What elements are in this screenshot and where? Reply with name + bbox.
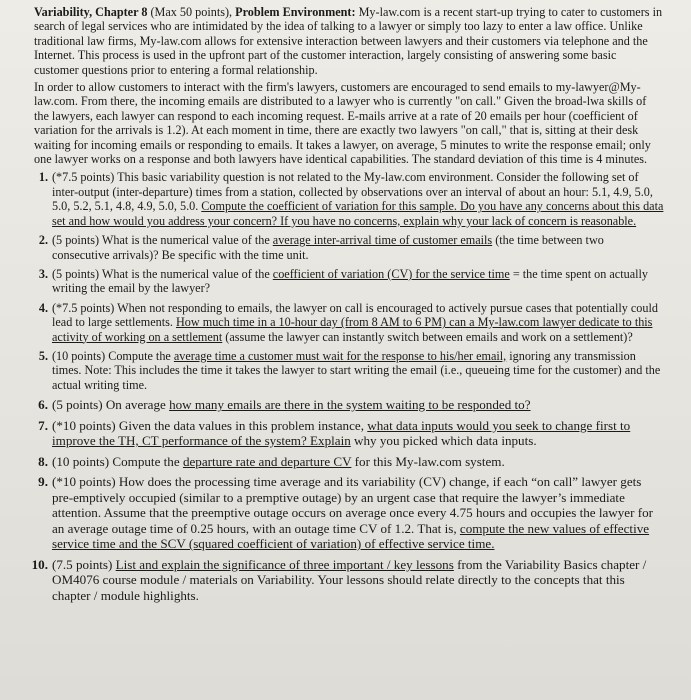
max-points: (Max 50 points), [147, 5, 236, 19]
question-8: 8. (10 points) Compute the departure rate and departure CV for this My-law.com system. [38, 453, 505, 469]
question-9: 9. (*10 points) How does the processing time average and its variability (CV) change, if each “on call” lawyer gets pre-emptively occupied (similar to a premptive outage) by an urgent case that require the lawyer’s immediate attention. Assume that the preemptive outage occurs on average once every 4.75 hours and occupies the lawyer for an average outage time of 0.25 hours, with an outage time CV of 1.2. That is, compute the new values of effective service time and the SCV (squared coefficient of variation) of effective service time. [38, 474, 654, 552]
doc-title: Variability, Chapter 8 [34, 5, 148, 19]
document-body [31, 5, 664, 608]
intro-paragraph [34, 5, 664, 77]
question-10: 10. (7.5 points) List and explain the significance of three important / key lessons from the Variability Basics chapter / OM4076 course module / materials on Variability. Your lessons should relate directly to the concepts that this chapter / module highlights. [31, 556, 647, 603]
question-2: 2. (5 points) What is the numerical value of the average inter-arrival time of customer emails (the time between two consecutive arrivals)? Be specific with the time unit. [38, 233, 604, 262]
context-paragraph: In order to allow customers to interact with the firm's lawyers, customers are encouraged to send emails to my-lawyer@My-law.com. From there, the incoming emails are distributed to a lawyer who is currently "on call." Given the broad-lwa skills of the lawyers, each lawyer can respond to each incoming request. E-mails arrive at a rate of 20 emails per hour (coefficient of variation for the arrivals is 1.2). At each moment in time, there are exactly two lawyers "on call," that is, sitting at their desk waiting for incoming emails or responding to emails. It takes a lawyer, on average, 5 minutes to write the response email; only one lawyer works on a response and both lawyers have identical capabilities. The standard deviation of this time is 4 minutes. [34, 80, 651, 167]
env-label: Problem Environment: [235, 5, 356, 19]
question-7: 7. (*10 points) Given the data values in this problem instance, what data inputs would you seek to change first to improve the TH, CT performance of the system? Explain why you picked which data inputs. [38, 417, 631, 449]
question-list [31, 170, 664, 603]
question-1: 1. (*7.5 points) This basic variability question is not related to the My-law.com environment. Consider the following set of inter-output (inter-departure) times from a station, collected by observations over an interval of about an hour: 5.1, 4.9, 5.0, 5.0, 5.2, 5.1, 4.8, 4.9, 5.0, 5.0. Compute the coefficient of variation for this sample. Do you have any concerns about this data set and how would you address your concern? If you have no concerns, explain why your lack of concern is reasonable. [38, 170, 664, 228]
question-5: 5. (10 points) Compute the average time a customer must wait for the response to his/her email, ignoring any transmission times. Note: This includes the time it takes the lawyer to start writing the email (i.e., queueing time for the customer) and the actual writing time. [38, 348, 661, 392]
question-6: 6. (5 points) On average how many emails are there in the system waiting to be responded to? [38, 397, 531, 413]
intro-text: My-law.com is a recent start-up trying to cater to customers in search of legal services who are intimidated by the idea of talking to a lawyer or simply too lazy to enter a law office. Unlike traditional law firms, My-law.com allows for extensive interaction between lawyers and their customers via telephone and the Internet. This process is used in the upfront part of the customer interaction, largely consisting of answering some basic customer questions prior to entering a formal relationship. [34, 5, 663, 77]
question-3: 3. (5 points) What is the numerical value of the coefficient of variation (CV) for the service time = the time spent on actually writing the email by the lawyer? [38, 266, 648, 296]
question-4: 4. (*7.5 points) When not responding to emails, the lawyer on call is encouraged to actively pursue cases that potentially could lead to large settlements. How much time in a 10-hour day (from 8 AM to 6 PM) can a My-law.com lawyer dedicate to this activity of working on a settlement (assume the lawyer can instantly switch between emails and work on a settlement)? [38, 300, 658, 344]
